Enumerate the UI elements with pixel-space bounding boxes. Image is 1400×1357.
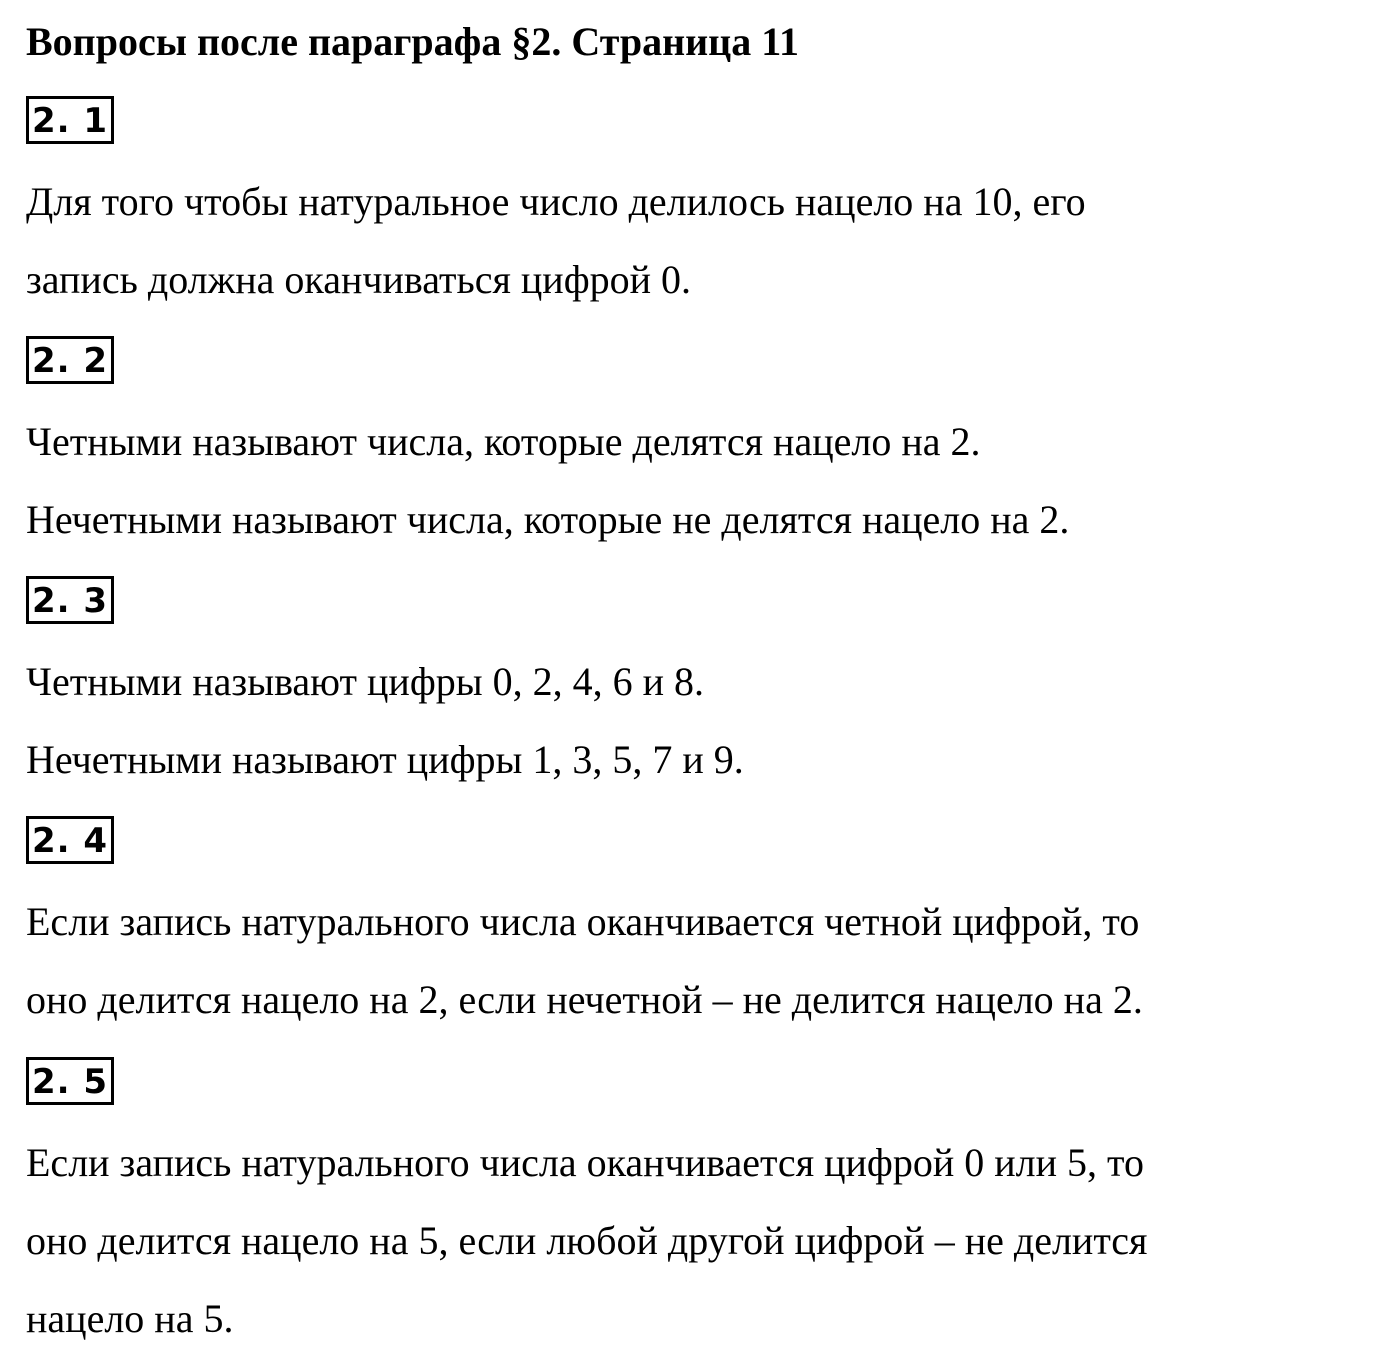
answer-line: Четными называют цифры 0, 2, 4, 6 и 8. [26,659,705,704]
answer-line: оно делится нацело на 5, если любой другой цифрой – не делится [26,1218,1148,1263]
answer-line: Если запись натурального числа оканчивается четной цифрой, то [26,899,1140,944]
question-number-box: 2. 3 [26,576,114,624]
page-title: Вопросы после параграфа §2. Страница 11 [26,19,800,64]
answer-line: нацело на 5. [26,1296,234,1341]
answer-line: Четными называют числа, которые делятся нацело на 2. [26,419,981,464]
answer-line: Если запись натурального числа оканчивается цифрой 0 или 5, то [26,1140,1144,1185]
question-number-box: 2. 1 [26,96,114,144]
answer-line: оно делится нацело на 2, если нечетной – не делится нацело на 2. [26,977,1143,1022]
question-number-box: 2. 5 [26,1057,114,1105]
answer-line: Нечетными называют цифры 1, 3, 5, 7 и 9. [26,737,744,782]
answer-line: Для того чтобы натуральное число делилось нацело на 10, его [26,179,1086,224]
answer-line: Нечетными называют числа, которые не делятся нацело на 2. [26,497,1070,542]
question-number-box: 2. 4 [26,816,114,864]
answer-line: запись должна оканчиваться цифрой 0. [26,257,692,302]
question-number-box: 2. 2 [26,336,114,384]
